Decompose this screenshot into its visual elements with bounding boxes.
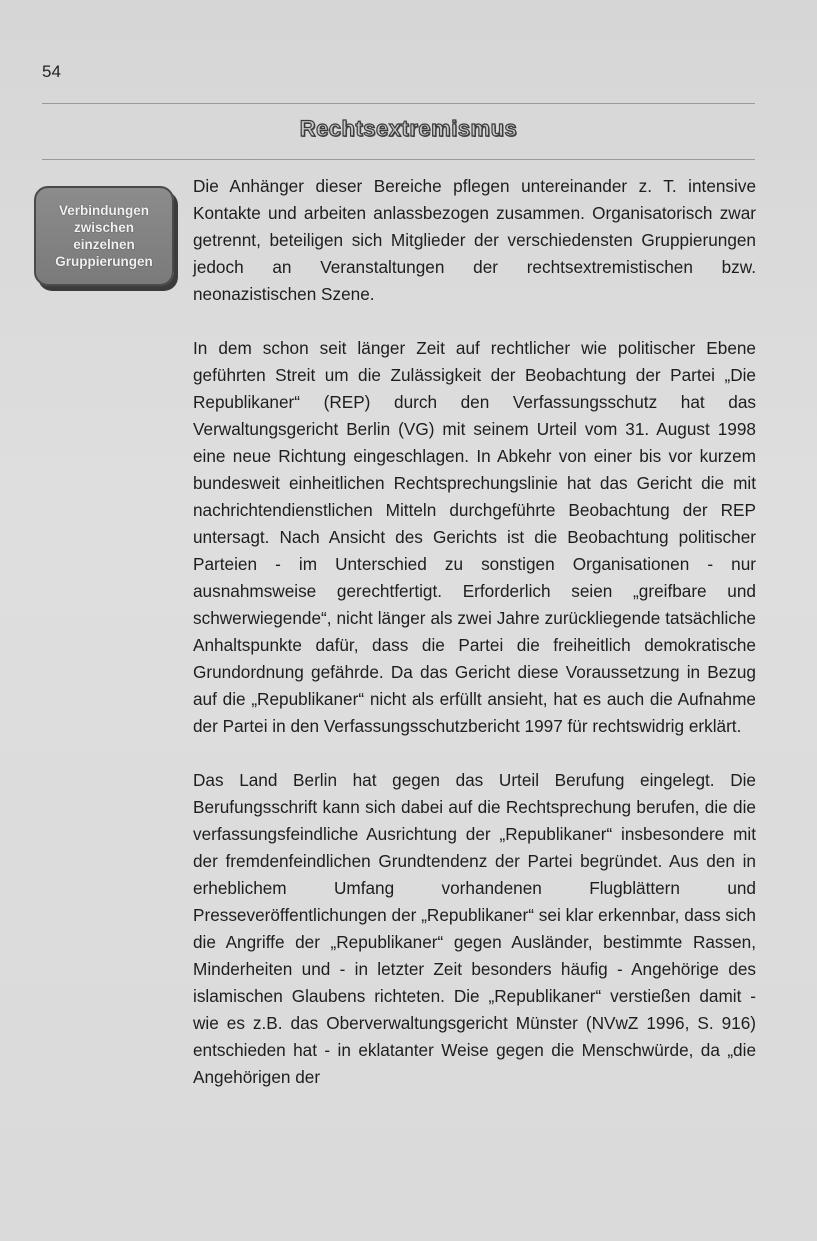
margin-note-box	[34, 186, 174, 286]
header-rule-bottom	[42, 159, 755, 160]
paragraph-2: In dem schon seit länger Zeit auf rechtlicher wie politischer Ebene geführten Streit um die Zulässigkeit der Beobachtung der Partei „Die Republikaner“ (REP) durch den Verfassungsschutz hat das Verwaltungsgericht Berlin (VG) mit seinem Urteil vom 31. August 1998 eine neue Richtung eingeschlagen. In Abkehr von einer bis vor kurzem bundesweit einheitlichen Rechtsprechungslinie hat das Gericht die mit nachrichtendienstlichen Mitteln durchgeführte Beobachtung der REP untersagt. Nach Ansicht des Gerichts ist die Beobachtung politischer Parteien - im Unterschied zu sonstigen Organisationen - nur ausnahmsweise gerechtfertigt. Erforderlich seien „greifbare und schwerwiegende“, nicht länger als zwei Jahre zurückliegende tatsächliche Anhaltspunkte dafür, dass die Partei die freiheitlich demokratische Grundordnung gefährde. Da das Gericht diese Voraussetzung in Bezug auf die „Republikaner“ nicht als erfüllt ansieht, hat es auch die Aufnahme der Partei in den Verfassungsschutzbericht 1997 für rechtswidrig erklärt.	[193, 338, 756, 736]
section-title: Rechtsextremismus	[299, 116, 518, 141]
header-rule-top	[42, 103, 755, 104]
margin-note-label: Verbindungen zwischen einzelnen Gruppierungen	[55, 203, 153, 269]
paragraph-3: Das Land Berlin hat gegen das Urteil Berufung eingelegt. Die Berufungsschrift kann sich dabei auf die Rechtsprechung berufen, die die verfassungsfeindliche Ausrichtung der „Republikaner“ insbesondere mit der fremdenfeindlichen Grundtendenz der Partei begründet. Aus den in erheblichem Umfang vorhandenen Flugblättern und Presseveröffentlichungen der „Republikaner“ sei klar erkennbar, dass sich die Angriffe der „Republikaner“ gegen Ausländer, bestimmte Rassen, Minderheiten und - in letzter Zeit besonders häufig - Angehörige des islamischen Glaubens richteten. Die „Republikaner“ verstießen damit - wie es z.B. das Oberverwaltungsgericht Münster (NVwZ 1996, S. 916) entschieden hat - in eklatanter Weise gegen die Menschwürde, da „die Angehörigen der	[193, 770, 756, 1087]
page-number: 54	[42, 62, 61, 81]
paragraph-1: Die Anhänger dieser Bereiche pflegen untereinander z. T. intensive Kontakte und arbeiten anlassbezogen zusammen. Organisatorisch zwar getrennt, beteiligen sich Mitglieder der verschiedensten Gruppierungen jedoch an Veranstaltungen der rechtsextremistischen bzw. neonazistischen Szene.	[193, 176, 756, 304]
body-text	[193, 173, 756, 1118]
